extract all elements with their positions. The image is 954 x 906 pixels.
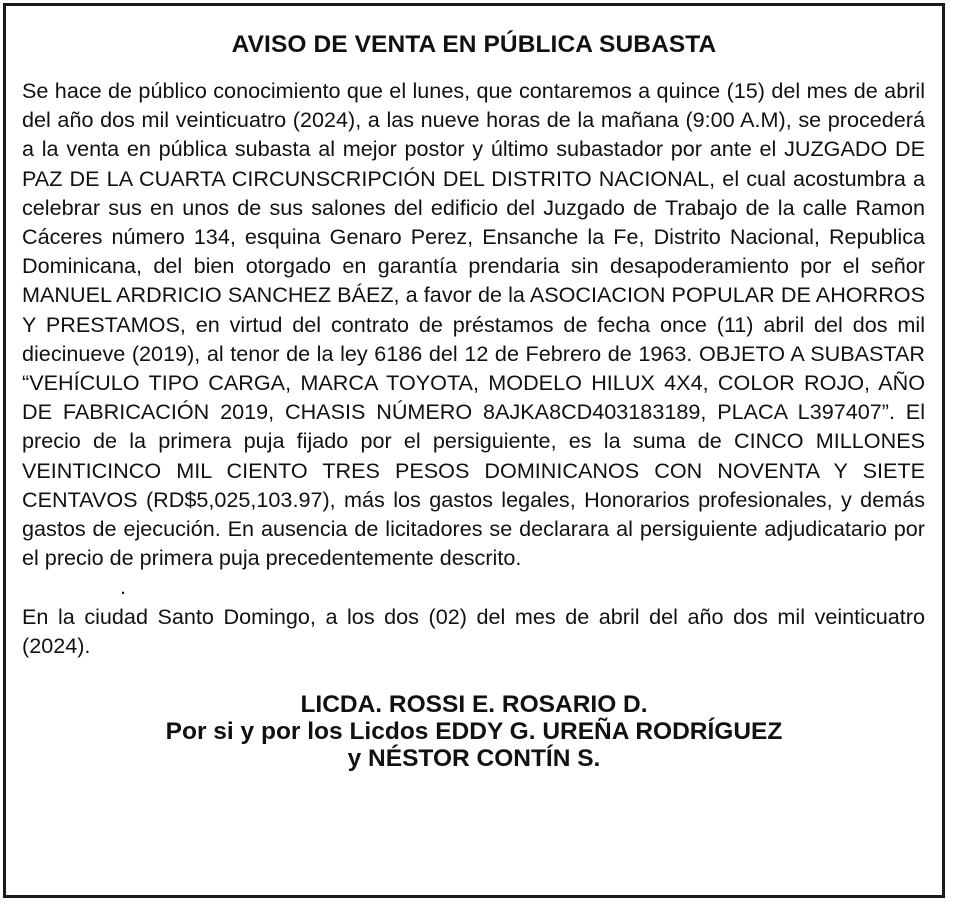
signature-block xyxy=(6,691,942,772)
closing-paragraph: En la ciudad Santo Domingo, a los dos (02) del mes de abril del año dos mil veinticuatro (2024). xyxy=(22,603,925,658)
notice-body xyxy=(6,76,942,660)
signature-name: LICDA. ROSSI E. ROSARIO D. xyxy=(300,691,648,719)
notice-title: AVISO DE VENTA EN PÚBLICA SUBASTA xyxy=(231,31,717,58)
signature-associates: Por si y por los Licdos EDDY G. UREÑA RODRÍGUEZ xyxy=(165,718,783,746)
auction-details-paragraph: Se hace de público conocimiento que el lunes, que contaremos a quince (15) del mes de abril del año dos mil veinticuatro (2024), a las nueve horas de la mañana (9:00 A.M), se procederá a la venta en pública subasta al mejor postor y último subastador por ante el JUZGADO DE PAZ DE LA CUARTA CIRCUNSCRIPCIÓN DEL DISTRITO NACIONAL, el cual acostumbra a celebrar sus en unos de sus salones del edificio del Juzgado de Trabajo de la calle Ramon Cáceres número 134, esquina Genaro Perez, Ensanche la Fe, Distrito Nacional, Republica Dominicana, del bien otorgado en garantía prendaria sin desapoderamiento por el señor MANUEL ARDRICIO SANCHEZ BÁEZ, a favor de la ASOCIACION POPULAR DE AHORROS Y PRESTAMOS, en virtud del contrato de préstamos de fecha once (11) abril del dos mil diecinueve (2019), al tenor de la ley 6186 del 12 de Febrero de 1963. OBJETO A SUBASTAR “VEHÍCULO TIPO CARGA, MARCA TOYOTA, MODELO HILUX 4X4, COLOR ROJO, AÑO DE FABRICACIÓN 2019, CHASIS NÚMERO 8AJKA8CD403183189, PLACA L397407”. El precio de la primera puja fijado por el persiguiente, es la suma de CINCO MILLONES VEINTICINCO MIL CIENTO TRES PESOS DOMINICANOS CON NOVENTA Y SIETE CENTAVOS (RD$5,025,103.97), más los gastos legales, Honorarios profesionales, y demás gastos de ejecución. En ausencia de licitadores se declarara al persiguiente adjudicatario por el precio de primera puja precedentemente descrito. xyxy=(22,78,925,571)
separator-dot: . xyxy=(120,574,126,600)
legal-notice xyxy=(3,3,945,898)
signature-associates-continued: y NÉSTOR CONTÍN S. xyxy=(347,745,601,773)
